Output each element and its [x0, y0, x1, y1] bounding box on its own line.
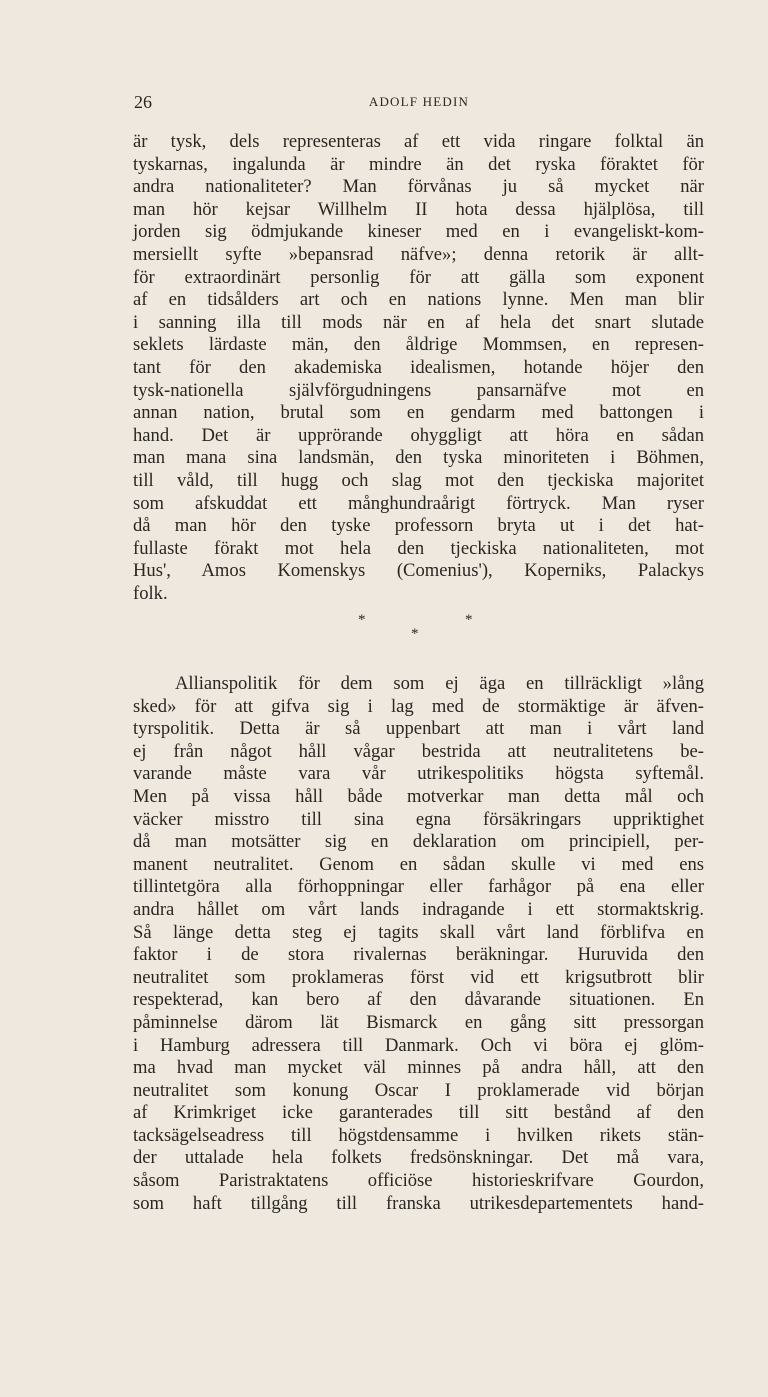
text-line: hand. Det är upprörande ohyggligt att höra en sådan: [133, 424, 704, 446]
text-line: för extraordinärt personlig för att gälla som exponent: [133, 266, 704, 288]
page-header: [134, 92, 704, 116]
text-line: tyrspolitik. Detta är så uppenbart att man i vårt land: [133, 718, 704, 740]
text-line: neutralitet som konung Oscar I proklamerade vid början: [133, 1079, 704, 1101]
text-line: då man motsätter sig en deklaration om principiell, per-: [133, 831, 704, 853]
text-line: ma hvad man mycket väl minnes på andra håll, att den: [133, 1057, 704, 1079]
text-line: seklets lärdaste män, den åldrige Mommsen, en represen-: [133, 334, 704, 356]
asterisk: *: [358, 612, 366, 628]
text-line: andra nationaliteter? Man förvånas ju så mycket när: [133, 176, 704, 198]
text-line: respekterad, kan bero af den dåvarande situationen. En: [133, 989, 704, 1011]
text-line: Så länge detta steg ej tagits skall vårt land förblifva en: [133, 921, 704, 943]
text-line: man mana sina landsmän, den tyska minoriteten i Böhmen,: [133, 447, 704, 469]
text-line: faktor i de stora rivalernas beräkningar. Huruvida den: [133, 944, 704, 966]
text-line: då man hör den tyske professorn bryta ut i det hat-: [133, 515, 704, 537]
text-line: Allianspolitik för dem som ej äga en tillräckligt »lång: [175, 673, 704, 694]
text-line: till våld, till hugg och slag mot den tjeckiska majoritet: [133, 469, 704, 491]
text-line: tillintetgöra alla förhoppningar eller farhågor på ena eller: [133, 876, 704, 898]
running-title: ADOLF HEDIN: [368, 94, 470, 109]
text-line: varande måste vara vår utrikespolitiks högsta syftemål.: [133, 763, 704, 785]
text-line: af Krimkriget icke garanterades till sitt bestånd af den: [133, 1102, 704, 1124]
text-line: Men på vissa håll både motverkar man detta mål och: [133, 785, 704, 807]
text-line: andra hållet om vårt lands indragande i ett stormaktskrig.: [133, 898, 704, 920]
paragraph-1: [133, 131, 704, 605]
paragraph-2: [133, 673, 704, 1215]
text-line: såsom Paristraktatens officiöse historieskrifvare Gourdon,: [133, 1170, 704, 1192]
text-line: Hus', Amos Komenskys (Comenius'), Koperniks, Palackys: [133, 560, 704, 582]
text-line: der uttalade hela folkets fredsönskningar. Det må vara,: [133, 1147, 704, 1169]
asterisk: *: [465, 612, 473, 628]
text-line: tysk-nationella självförgudningens pansarnäfve mot en: [133, 379, 704, 401]
text-line: folk.: [133, 582, 168, 604]
text-line: som afskuddat ett månghundraårigt förtryck. Man ryser: [133, 492, 704, 514]
text-line: som haft tillgång till franska utrikesdepartementets hand-: [133, 1192, 704, 1214]
text-line: väcker misstro till sina egna försäkringars uppriktighet: [133, 808, 704, 830]
asterisk: *: [411, 626, 419, 642]
page-number: 26: [134, 92, 152, 112]
text-line: neutralitet som proklameras först vid ett krigsutbrott blir: [133, 966, 704, 988]
text-line: manent neutralitet. Genom en sådan skulle vi med ens: [133, 853, 704, 875]
text-line: mersiellt syfte »bepansrad näfve»; denna retorik är allt-: [133, 243, 704, 265]
text-line: i Hamburg adressera till Danmark. Och vi böra ej glöm-: [133, 1034, 704, 1056]
text-line: är tysk, dels representeras af ett vida ringare folktal än: [133, 131, 704, 152]
text-line: jorden sig ödmjukande kineser med en i evangeliskt-kom-: [133, 221, 704, 243]
text-line: ej från något håll vågar bestrida att neutralitetens be-: [133, 740, 704, 762]
text-line: tacksägelseadress till högstdensamme i hvilken rikets stän-: [133, 1124, 704, 1146]
text-line: sked» för att gifva sig i lag med de stormäktige är äfven-: [133, 695, 704, 717]
text-line: tant för den akademiska idealismen, hotande höjer den: [133, 356, 704, 378]
text-line: i sanning illa till mods när en af hela det snart slutade: [133, 311, 704, 333]
text-line: fullaste förakt mot hela den tjeckiska nationaliteten, mot: [133, 537, 704, 559]
text-line: påminnelse därom lät Bismarck en gång sitt pressorgan: [133, 1011, 704, 1033]
text-line: man hör kejsar Willhelm II hota dessa hjälplösa, till: [133, 198, 704, 220]
text-line: tyskarnas, ingalunda är mindre än det ryska föraktet för: [133, 153, 704, 175]
section-break-asterism: [0, 612, 768, 646]
text-line: af en tidsålders art och en nations lynne. Men man blir: [133, 289, 704, 311]
text-line: annan nation, brutal som en gendarm med battongen i: [133, 402, 704, 424]
